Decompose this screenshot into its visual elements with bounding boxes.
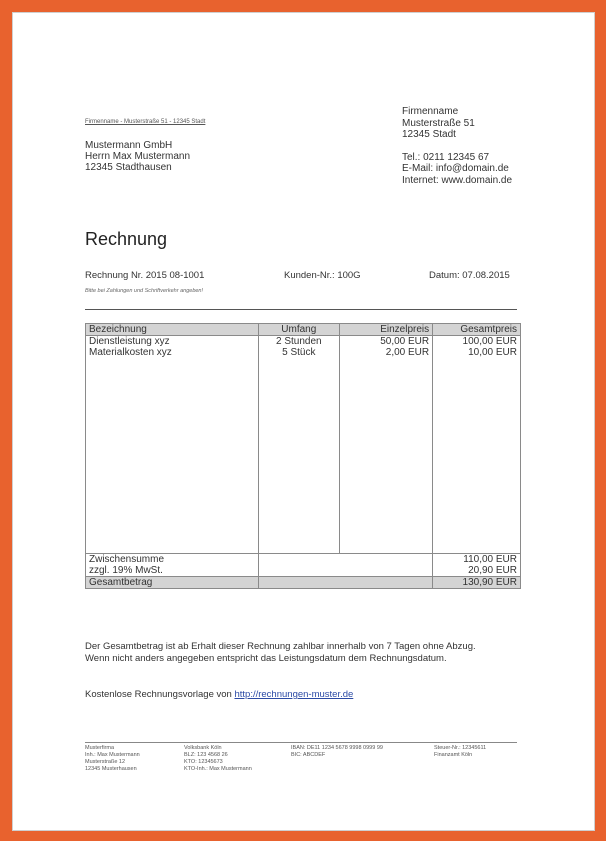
table-header-row <box>86 324 521 336</box>
footer-iban <box>291 745 383 759</box>
item-quantity: 2 Stunden <box>258 336 339 348</box>
tax-value: 20,90 EUR <box>433 565 521 577</box>
subtotal-label: Zwischensumme <box>86 554 259 566</box>
footer-line: Finanzamt Köln <box>434 752 473 758</box>
recipient-line: Mustermann GmbH <box>85 140 173 151</box>
invoice-date: Datum: 07.08.2015 <box>429 270 510 281</box>
item-description: Materialkosten xyz <box>86 347 259 358</box>
item-description: Dienstleistung xyz <box>86 336 259 348</box>
footer-line: KTO-Inh.: Max Mustermann <box>184 766 252 772</box>
footer-line: Musterstraße 12 <box>85 759 126 765</box>
footer-line: KTO: 12345673 <box>184 759 223 765</box>
footer-line: IBAN: DE11 1234 5678 9998 0999 99 <box>291 745 383 751</box>
footer-line: BLZ: 123 4568 26 <box>184 752 228 758</box>
company-address-line: Musterstraße 51 <box>402 117 475 129</box>
subtotal-value: 110,00 EUR <box>433 554 521 566</box>
total-label: Gesamtbetrag <box>86 577 259 589</box>
invoice-page <box>12 12 595 831</box>
template-link[interactable]: http://rechnungen-muster.de <box>234 689 354 700</box>
terms-line: Wenn nicht anders angegeben entspricht das Leistungsdatum dem Rechnungsdatum. <box>85 653 447 664</box>
divider <box>85 309 517 310</box>
company-phone: Tel.: 0211 12345 67 <box>402 151 490 163</box>
footer-bank <box>184 745 252 773</box>
total-row <box>86 577 521 589</box>
company-info <box>402 106 512 186</box>
template-credit <box>85 689 353 700</box>
terms-line: Der Gesamtbetrag ist ab Erhalt dieser Rechnung zahlbar innerhalb von 7 Tagen ohne Abzug. <box>85 641 476 652</box>
item-unit-price: 50,00 EUR <box>339 336 432 348</box>
footer-line: 12345 Musterhausen <box>85 766 137 772</box>
item-unit-price: 2,00 EUR <box>339 347 432 358</box>
header-quantity: Umfang <box>258 324 339 336</box>
reference-note: Bitte bei Zahlungen und Schriftverkehr angeben! <box>85 288 204 294</box>
payment-terms <box>85 641 525 665</box>
recipient-address <box>85 140 190 173</box>
subtotal-row <box>86 554 521 566</box>
item-total: 10,00 EUR <box>433 347 521 358</box>
footer-tax <box>434 745 486 759</box>
credit-text: Kostenlose Rechnungsvorlage von <box>85 689 235 700</box>
empty-rows <box>86 358 521 554</box>
footer-line: Steuer-Nr.: 12345611 <box>434 745 487 751</box>
footer-line: Volksbank Köln <box>184 745 222 751</box>
company-address-line: 12345 Stadt <box>402 129 456 140</box>
table-row <box>86 336 521 348</box>
recipient-line: Herrn Max Mustermann <box>85 151 191 162</box>
recipient-line: 12345 Stadthausen <box>85 162 172 173</box>
footer-divider <box>85 742 517 743</box>
customer-number: Kunden-Nr.: 100G <box>284 270 361 281</box>
footer-line: Inh.: Max Mustermann <box>85 752 140 758</box>
tax-label: zzgl. 19% MwSt. <box>86 565 259 577</box>
table-row <box>86 347 521 358</box>
footer-line: Musterfirma <box>85 745 115 751</box>
header-unit-price: Einzelpreis <box>339 324 432 336</box>
company-email: E-Mail: info@domain.de <box>402 163 509 174</box>
line-items-table <box>85 323 521 589</box>
header-description: Bezeichnung <box>86 324 259 336</box>
company-address-line: Firmenname <box>402 106 459 117</box>
total-value: 130,90 EUR <box>433 577 521 589</box>
invoice-number: Rechnung Nr. 2015 08-1001 <box>85 270 205 281</box>
item-total: 100,00 EUR <box>433 336 521 348</box>
item-quantity: 5 Stück <box>258 347 339 358</box>
document-title: Rechnung <box>85 229 168 249</box>
footer-line: BIC: ABCDEF <box>291 752 326 758</box>
header-total-price: Gesamtpreis <box>433 324 521 336</box>
sender-return-line: Firmenname - Musterstraße 51 - 12345 Stadt <box>85 119 206 125</box>
company-website: Internet: www.domain.de <box>402 174 513 186</box>
footer-company <box>85 745 140 773</box>
tax-row <box>86 565 521 577</box>
